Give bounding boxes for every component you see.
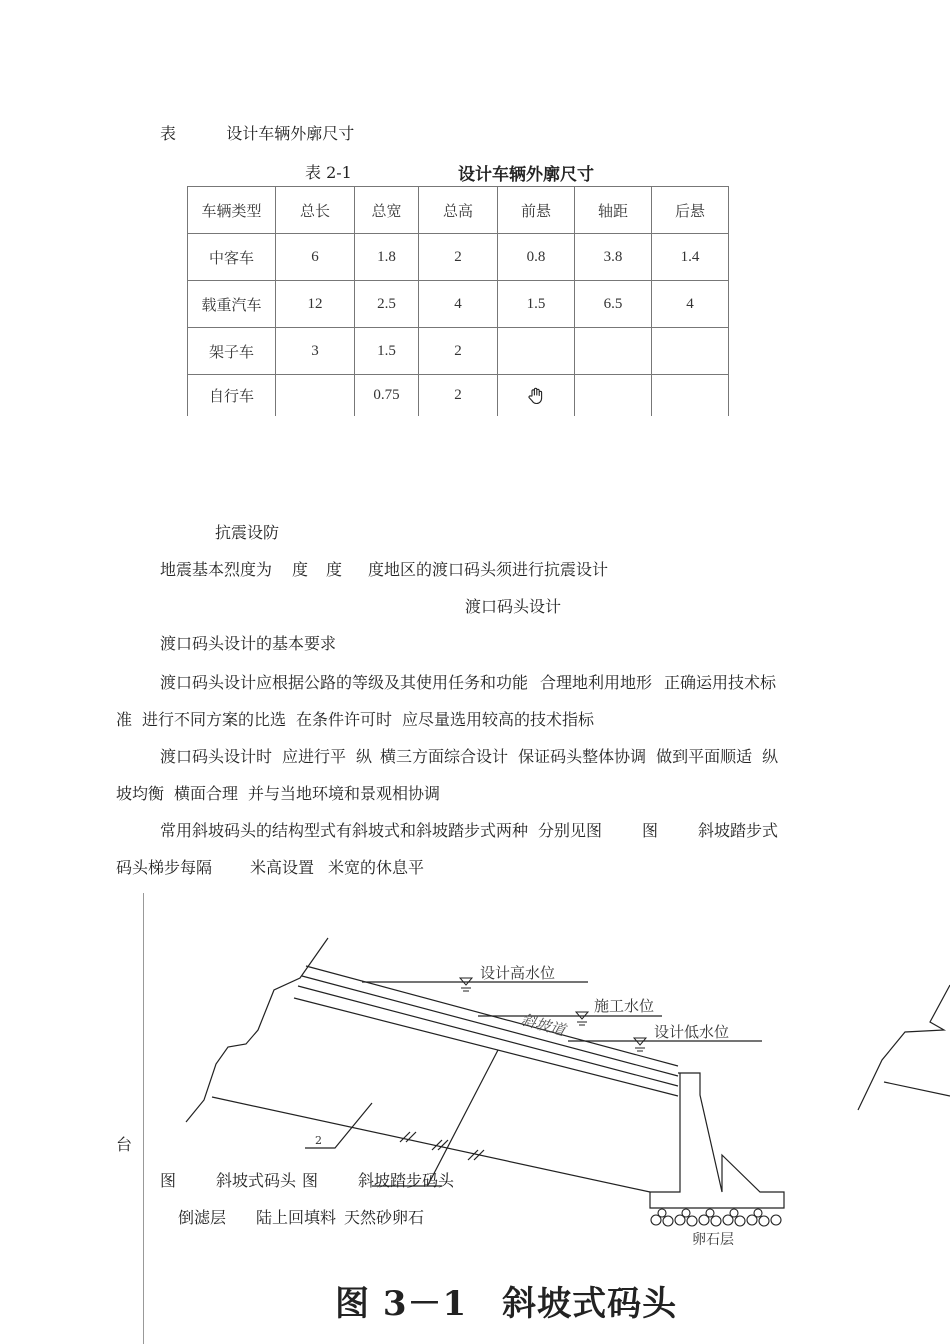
text-seg: 应尽量选用较高的技术指标 xyxy=(402,710,595,729)
text-seg: 码头梯步每隔 xyxy=(116,858,213,877)
label-pebble-layer: 卵石层 xyxy=(692,1232,734,1248)
table-cell: 3 xyxy=(276,328,355,375)
table-cell: 自行车 xyxy=(188,375,276,417)
table-cell: 2.5 xyxy=(355,281,419,328)
header-cell: 前悬 xyxy=(498,187,575,234)
header-cell: 总长 xyxy=(276,187,355,234)
table-heading-title: 设计车辆外廓尺寸 xyxy=(226,124,355,143)
table-cell: 4 xyxy=(419,281,498,328)
table-cell: 1.5 xyxy=(355,328,419,375)
text-seg: 准 xyxy=(116,710,133,729)
text-seg: 应进行平 xyxy=(282,747,347,766)
table-cell: 2 xyxy=(419,234,498,281)
text-seg: 纵 xyxy=(356,747,373,766)
text-seg: 纵 xyxy=(762,747,779,766)
label-ramp: 斜坡道 xyxy=(518,1010,568,1040)
table-caption-title: 设计车辆外廓尺寸 xyxy=(458,165,594,185)
text-seg: 正确运用技术标 xyxy=(664,673,777,692)
text-seg: 斜坡式码头 xyxy=(216,1171,297,1190)
figure-caption: 图 3－1 斜坡式码头 xyxy=(335,1284,678,1324)
text-seg: 横面合理 xyxy=(174,784,239,803)
text-seg: 倒滤层 xyxy=(178,1208,227,1227)
header-cell: 总宽 xyxy=(355,187,419,234)
basic-requirements-heading: 渡口码头设计的基本要求 xyxy=(160,634,337,653)
table-cell: 中客车 xyxy=(188,234,276,281)
table-cell: 1.8 xyxy=(355,234,419,281)
table-caption-number: 表 2-1 xyxy=(305,163,352,182)
text-seg: 坡均衡 xyxy=(116,784,165,803)
text-seg: 度 xyxy=(326,560,343,579)
table-cell: 0.8 xyxy=(498,234,575,281)
table-cell: 架子车 xyxy=(188,328,276,375)
header-cell: 后悬 xyxy=(652,187,729,234)
header-cell: 总高 xyxy=(419,187,498,234)
table-cell: 1.4 xyxy=(652,234,729,281)
text-seg: 进行不同方案的比选 xyxy=(142,710,287,729)
label-callout-2: 2 xyxy=(315,1134,322,1147)
text-seg: 常用斜坡码头的结构型式有斜坡式和斜坡踏步式两种 xyxy=(160,821,529,840)
label-construction-water: 施工水位 xyxy=(594,997,655,1015)
text-seg: 斜坡踏步式 xyxy=(698,821,779,840)
text-seg: 分别见图 xyxy=(538,821,603,840)
figure-note-line-1 xyxy=(160,1171,454,1191)
text-seg: 合理地利用地形 xyxy=(540,673,653,692)
table-cell: 1.5 xyxy=(498,281,575,328)
table-cell: 12 xyxy=(276,281,355,328)
table-heading-label: 表 xyxy=(160,124,177,143)
table-cell: 4 xyxy=(652,281,729,328)
text-seg: 米高设置 xyxy=(250,858,315,877)
table-cell: 6.5 xyxy=(575,281,652,328)
section-title: 渡口码头设计 xyxy=(465,597,562,616)
table-cell: 3.8 xyxy=(575,234,652,281)
text-seg: 并与当地环境和景观相协调 xyxy=(248,784,441,803)
header-cell: 轴距 xyxy=(575,187,652,234)
table-cell: 2 xyxy=(419,328,498,375)
text-seg: 图 xyxy=(642,821,659,840)
text-seg: 米宽的休息平 xyxy=(328,858,425,877)
text-seg: 斜坡踏步码头 xyxy=(358,1171,455,1190)
table-cell: 6 xyxy=(276,234,355,281)
continuation-char: 台 xyxy=(116,1135,133,1154)
text-seg: 图 xyxy=(302,1171,319,1190)
text-seg: 保证码头整体协调 xyxy=(518,747,647,766)
table-cell: 载重汽车 xyxy=(188,281,276,328)
text-seg: 渡口码头设计应根据公路的等级及其使用任务和功能 xyxy=(160,673,529,692)
text-seg: 渡口码头设计时 xyxy=(160,747,273,766)
table-cell: 0.75 xyxy=(355,375,419,417)
seismic-heading: 抗震设防 xyxy=(215,523,280,542)
text-seg: 陆上回填料 xyxy=(256,1208,337,1227)
text-seg: 地震基本烈度为 xyxy=(160,560,273,579)
text-seg: 在条件许可时 xyxy=(296,710,393,729)
label-design-high-water: 设计高水位 xyxy=(480,964,556,982)
label-design-low-water: 设计低水位 xyxy=(654,1023,730,1041)
text-seg: 度地区的渡口码头须进行抗震设计 xyxy=(368,560,609,579)
text-seg: 做到平面顺适 xyxy=(656,747,753,766)
text-seg: 图 xyxy=(160,1171,177,1190)
header-cell: 车辆类型 xyxy=(188,187,276,234)
text-seg: 度 xyxy=(292,560,309,579)
text-seg: 横三方面综合设计 xyxy=(380,747,509,766)
text-seg: 天然砂卵石 xyxy=(344,1208,425,1227)
figure-note-line-2 xyxy=(178,1208,424,1228)
table-cell: 2 xyxy=(419,375,498,417)
